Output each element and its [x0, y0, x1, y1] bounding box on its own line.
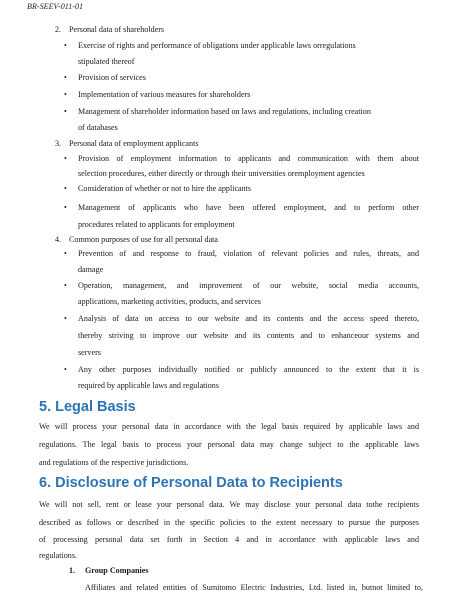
list-item: Any other purposes individually notified or publicly announced to the extent that it is — [78, 365, 419, 374]
bullet-icon: • — [64, 281, 67, 290]
list-item-continued: thereby striving to improve our website and its contents and to enhanceour systems and — [78, 331, 419, 340]
list-number: 3. — [55, 139, 62, 148]
section-heading-legal-basis: 5. Legal Basis — [39, 399, 136, 415]
bullet-icon: • — [64, 203, 67, 212]
list-item: Consideration of whether or not to hire the applicants — [78, 184, 252, 193]
list-item-continued: damage — [78, 265, 104, 274]
list-item-continued: of databases — [78, 123, 118, 132]
list-item: Provision of employment information to applicants and communication with them about — [78, 154, 419, 163]
bullet-icon: • — [64, 365, 67, 374]
paragraph-line: We will not sell, rent or lease your personal data. We may disclose your personal data tothe recipients — [39, 500, 419, 509]
bullet-icon: • — [64, 41, 67, 50]
paragraph-line: and regulations of the respective jurisdictions. — [39, 458, 189, 467]
paragraph-line: regulations. The legal basis to process your personal data may change subject to the applicable laws — [39, 440, 419, 449]
paragraph-line: regulations. — [39, 551, 77, 560]
paragraph-line: of processing personal data set forth in Section 4 and in accordance with applicable laws and — [39, 535, 419, 544]
bullet-icon: • — [64, 90, 67, 99]
subsection-title: Group Companies — [85, 566, 149, 575]
list-number: 4. — [55, 235, 62, 244]
list-item-continued: stipulated thereof — [78, 57, 135, 66]
document-id: BR-SEEV-011-01 — [27, 2, 84, 11]
list-item-continued: selection procedures, either directly or through their universities oremployment agencies — [78, 169, 365, 178]
list-item: Management of applicants who have been offered employment, and to perform other — [78, 203, 419, 212]
list-item: Analysis of data on access to our website and its contents and the access speed thereto, — [78, 314, 419, 323]
list-item-continued: servers — [78, 348, 101, 357]
list-item: Prevention of and response to fraud, violation of relevant policies and rules, threats, and — [78, 249, 419, 258]
bullet-icon: • — [64, 73, 67, 82]
list-title: Personal data of shareholders — [69, 25, 165, 34]
list-title: Common purposes of use for all personal data — [69, 235, 219, 244]
bullet-icon: • — [64, 184, 67, 193]
list-title: Personal data of employment applicants — [69, 139, 199, 148]
list-item: Provision of services — [78, 73, 146, 82]
paragraph-line: We will process your personal data in accordance with the legal basis required by applicable laws and — [39, 422, 419, 431]
paragraph-line: described as follows or described in the specific policies to the extent necessary to pursue the purposes — [39, 518, 419, 527]
list-number: 2. — [55, 25, 62, 34]
paragraph-line: Affiliates and related entities of Sumitomo Electric Industries, Ltd. listed in, butnot limited to, — [85, 583, 423, 592]
list-item-continued: required by applicable laws and regulations — [78, 381, 219, 390]
list-item: Management of shareholder information based on laws and regulations, including creation — [78, 107, 371, 116]
list-item: Exercise of rights and performance of obligations under applicable laws orregulations — [78, 41, 356, 50]
bullet-icon: • — [64, 314, 67, 323]
bullet-icon: • — [64, 107, 67, 116]
list-item-continued: procedures related to applicants for employment — [78, 220, 235, 229]
list-item-continued: applications, marketing activities, products, and services — [78, 297, 261, 306]
bullet-icon: • — [64, 154, 67, 163]
section-heading-disclosure: 6. Disclosure of Personal Data to Recipients — [39, 475, 343, 491]
bullet-icon: • — [64, 249, 67, 258]
subsection-number: 1. — [69, 566, 76, 575]
list-item: Implementation of various measures for shareholders — [78, 90, 251, 99]
list-item: Operation, management, and improvement of our website, social media accounts, — [78, 281, 419, 290]
